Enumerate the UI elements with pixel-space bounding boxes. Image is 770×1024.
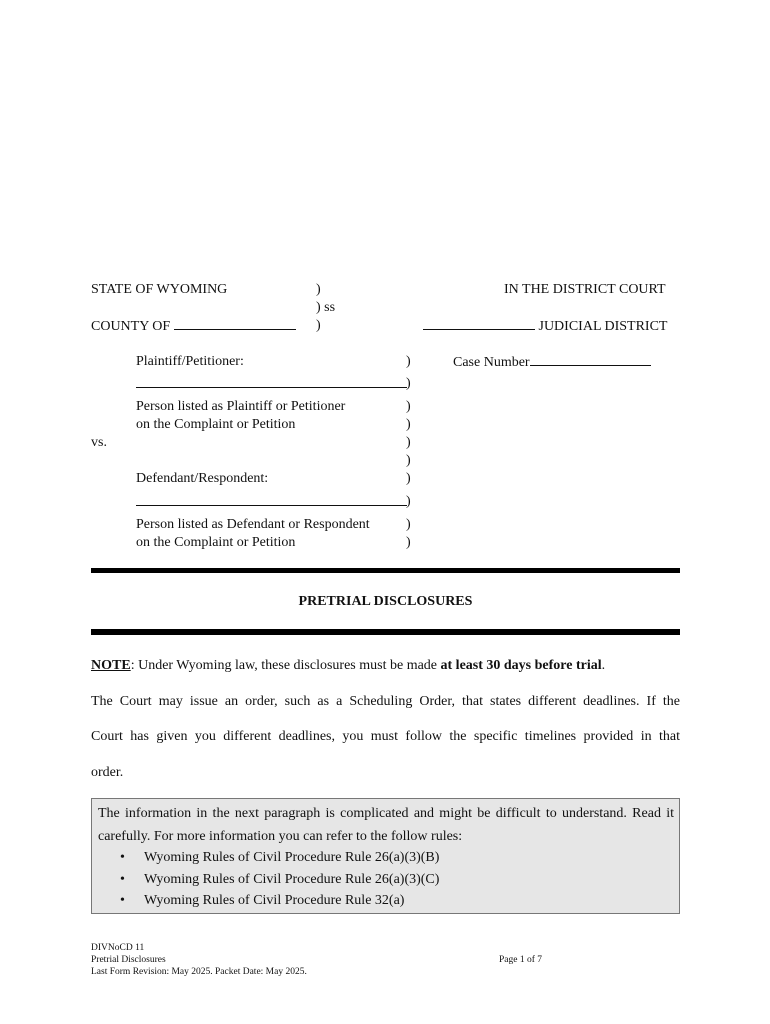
note-deadline: at least 30 days before trial [440, 658, 602, 673]
caption-paren: ) [406, 453, 411, 468]
footer-form-name: Pretrial Disclosures [91, 955, 166, 965]
caption-paren: ) [406, 354, 411, 369]
plaintiff-label: Plaintiff/Petitioner: [136, 354, 244, 369]
rule-item [92, 847, 439, 869]
caption-paren: ) [316, 318, 321, 333]
plaintiff-name-blank[interactable] [136, 387, 407, 388]
defendant-label: Defendant/Respondent: [136, 471, 269, 486]
case-number-blank[interactable] [530, 353, 651, 366]
title-rule-top [91, 568, 680, 573]
district-number-blank[interactable] [423, 317, 535, 330]
bullet-icon: • [120, 893, 125, 908]
body-line: order. [91, 765, 124, 780]
judicial-district-line [423, 317, 667, 336]
title-rule-bottom [91, 629, 680, 635]
rule-text: Wyoming Rules of Civil Procedure Rule 32(a) [144, 893, 405, 908]
note-end: . [601, 658, 606, 673]
body-line: Court has given you different deadlines, you must follow the specific timelines provided in that [91, 729, 680, 744]
rules-list [92, 847, 439, 911]
defendant-note: Person listed as Defendant or Respondent [136, 517, 370, 532]
county-blank[interactable] [174, 317, 296, 330]
case-number-label: Case Number [453, 355, 530, 370]
rule-item [92, 869, 439, 891]
document-title: PRETRIAL DISCLOSURES [298, 594, 473, 609]
plaintiff-note: on the Complaint or Petition [136, 417, 296, 432]
caption-paren: ) [406, 471, 411, 486]
court-name: IN THE DISTRICT COURT [504, 282, 666, 297]
bullet-icon: • [120, 850, 125, 865]
note-paragraph [91, 658, 680, 674]
caption-paren: ) [316, 282, 321, 297]
footer-revision: Last Form Revision: May 2025. Packet Date: May 2025. [91, 967, 307, 977]
caption-paren: ) [406, 517, 411, 532]
note-label: NOTE [91, 658, 131, 673]
body-line: The Court may issue an order, such as a Scheduling Order, that states different deadlines. If the [91, 694, 680, 709]
versus-label: vs. [91, 435, 107, 450]
defendant-name-blank[interactable] [136, 505, 407, 506]
rules-info-box [91, 798, 680, 914]
footer-page-number: Page 1 of 7 [499, 955, 543, 965]
caption-paren: ) [406, 417, 411, 432]
caption-paren: ) [406, 376, 411, 391]
defendant-note: on the Complaint or Petition [136, 535, 296, 550]
bullet-icon: • [120, 872, 125, 887]
judicial-district-label: JUDICIAL DISTRICT [538, 319, 668, 334]
note-text: : Under Wyoming law, these disclosures must be made [130, 658, 441, 673]
footer-form-id: DIVNoCD 11 [91, 943, 145, 953]
case-number-line [453, 353, 651, 372]
caption-paren: ) [406, 535, 411, 550]
caption-paren: ) [406, 399, 411, 414]
county-label: COUNTY OF [91, 319, 171, 334]
info-box-intro: The information in the next paragraph is complicated and might be difficult to understand. Read it carefully. For more information you can refer to the follow rules: [98, 806, 674, 844]
state-label: STATE OF WYOMING [91, 282, 228, 297]
caption-paren: ) [406, 494, 411, 509]
caption-ss: ) ss [316, 300, 336, 315]
county-line [91, 317, 296, 336]
rule-text: Wyoming Rules of Civil Procedure Rule 26(a)(3)(B) [144, 850, 440, 865]
rule-text: Wyoming Rules of Civil Procedure Rule 26(a)(3)(C) [144, 872, 440, 887]
plaintiff-note: Person listed as Plaintiff or Petitioner [136, 399, 346, 414]
caption-paren: ) [406, 435, 411, 450]
rule-item [92, 891, 439, 911]
